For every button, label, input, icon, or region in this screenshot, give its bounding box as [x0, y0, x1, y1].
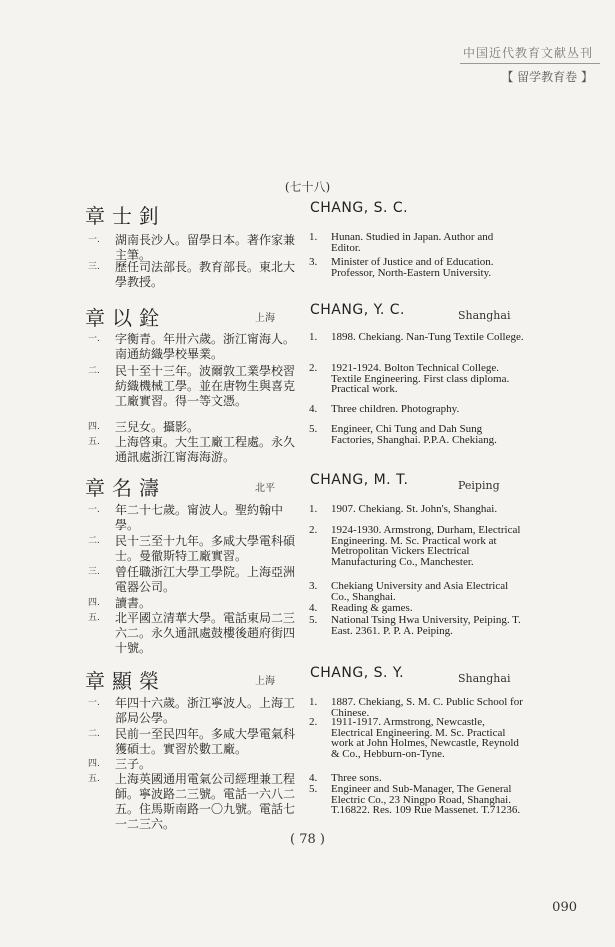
item-text: 字衡青。年卅六歲。浙江甯海人。南通紡織學校畢業。 [115, 332, 296, 361]
chinese-item [88, 364, 303, 409]
section-number: (七十八) [284, 180, 331, 194]
item-text: Three sons. [331, 772, 382, 784]
chinese-item [88, 611, 303, 656]
chinese-item [88, 420, 303, 435]
chinese-place: 北平 [255, 483, 275, 494]
english-item [309, 717, 525, 759]
item-text: 1924-1930. Armstrong, Durham, Electrical Engineering. M. Sc. Practical work at Metropolitan Vickers Electrical Manufacturing Co., Manchester. [331, 524, 521, 568]
chinese-item [88, 596, 303, 611]
chinese-name: 章以銓 [85, 306, 166, 330]
item-text: 讀書。 [115, 596, 152, 610]
chinese-place: 上海 [255, 313, 275, 324]
item-text: 1898. Chekiang. Nan-Tung Textile College. [331, 331, 524, 343]
item-number: 四. [88, 422, 100, 432]
english-item [309, 363, 525, 395]
chinese-item [88, 565, 303, 595]
english-place: Peiping [458, 479, 500, 492]
item-number: 4. [309, 602, 318, 614]
item-number: 一. [88, 334, 100, 344]
english-item [309, 232, 525, 253]
item-number: 4. [309, 403, 318, 415]
item-text: 1907. Chekiang. St. John's, Shanghai. [331, 503, 498, 515]
item-text: Chekiang University and Asia Electrical Co., Shanghai. [331, 580, 509, 603]
chinese-item [88, 772, 303, 832]
chinese-name: 章顯榮 [85, 669, 166, 693]
item-text: 民前一至民四年。多咸大學電氣科獲碩士。實習於數工廠。 [115, 727, 296, 756]
item-number: 5. [309, 614, 318, 626]
item-number: 2. [309, 524, 318, 536]
chinese-item [88, 435, 303, 465]
english-item [309, 784, 525, 816]
english-item [309, 615, 525, 636]
item-number: 2. [309, 716, 318, 728]
item-text: Engineer, Chi Tung and Dah Sung Factories, Shanghai. P.P.A. Chekiang. [331, 423, 497, 446]
item-text: 北平國立清華大學。電話東局二三六二。永久通訊處鼓樓後趙府街四十號。 [115, 611, 296, 655]
volume-label: 【 留学教育卷 】 [501, 70, 593, 84]
item-number: 五. [88, 613, 100, 623]
item-number: 一. [88, 235, 100, 245]
item-text: 湖南長沙人。留學日本。著作家兼主筆。 [115, 233, 296, 262]
english-name: CHANG, S. Y. [310, 665, 405, 681]
english-item [309, 257, 525, 278]
item-text: 1887. Chekiang, S. M. C. Public School for Chinese. [331, 696, 523, 719]
chinese-item [88, 503, 303, 533]
item-number: 3. [309, 256, 318, 268]
item-number: 三. [88, 262, 100, 272]
chinese-name: 章士釗 [85, 204, 166, 228]
english-name: CHANG, M. T. [310, 472, 409, 488]
english-item [309, 603, 525, 614]
item-text: 曾任職浙江大學工學院。上海亞洲電器公司。 [115, 565, 296, 594]
item-text: 民十至十三年。波爾敦工業學校習紡織機械工學。並在唐物生與喜克工廠實習。得一等文憑。 [115, 364, 296, 408]
item-number: 二. [88, 366, 100, 376]
item-text: 上海啓東。大生工廠工程處。永久通訊處浙江甯海海游。 [115, 435, 296, 464]
item-text: 三子。 [115, 757, 152, 771]
item-number: 1. [309, 331, 318, 343]
english-item [309, 525, 525, 567]
chinese-item [88, 233, 303, 263]
chinese-place: 上海 [255, 676, 275, 687]
english-item [309, 773, 525, 784]
item-text: 1921-1924. Bolton Technical College. Textile Engineering. First class diploma. Practical work. [331, 362, 510, 395]
english-item [309, 424, 525, 445]
item-number: 五. [88, 774, 100, 784]
english-item [309, 404, 525, 415]
item-number: 3. [309, 580, 318, 592]
item-number: 五. [88, 437, 100, 447]
item-text: Engineer and Sub-Manager, The General Electric Co., 23 Ningpo Road, Shanghai. T.16822. Res. 109 Rue Massenet. T.71236. [331, 783, 521, 816]
item-text: 1911-1917. Armstrong, Newcastle, Electrical Engineering. M. Sc. Practical work at John Holmes, Newcastle, Reynold & Co., Hebburn-on-Tyne. [331, 716, 519, 760]
item-number: 4. [309, 772, 318, 784]
series-title: 中国近代教育文献丛刊 [462, 46, 593, 60]
chinese-name: 章名濤 [85, 476, 166, 500]
english-name: CHANG, Y. C. [310, 302, 405, 318]
english-item [309, 332, 525, 343]
chinese-item [88, 696, 303, 726]
item-number: 四. [88, 759, 100, 769]
english-item [309, 504, 525, 515]
english-item [309, 581, 525, 602]
item-number: 二. [88, 729, 100, 739]
item-text: 三兒女。攝影。 [115, 420, 200, 434]
item-number: 5. [309, 423, 318, 435]
item-text: Hunan. Studied in Japan. Author and Editor. [331, 231, 494, 254]
item-text: Minister of Justice and of Education. Professor, North-Eastern University. [331, 256, 494, 279]
item-number: 三. [88, 567, 100, 577]
item-text: 年二十七歲。甯波人。聖約翰中學。 [115, 503, 284, 532]
english-place: Shanghai [458, 309, 511, 322]
page-number: ( 78 ) [290, 832, 325, 847]
item-text: Three children. Photography. [331, 403, 460, 415]
item-number: 1. [309, 696, 318, 708]
item-number: 2. [309, 362, 318, 374]
item-text: 年四十六歲。浙江寧波人。上海工部局公學。 [115, 696, 296, 725]
chinese-item [88, 727, 303, 757]
item-text: Reading & games. [331, 602, 413, 614]
english-name: CHANG, S. C. [310, 200, 409, 216]
item-number: 一. [88, 505, 100, 515]
item-number: 1. [309, 231, 318, 243]
chinese-item [88, 757, 303, 772]
item-text: 歷任司法部長。教育部長。東北大學教授。 [115, 260, 296, 289]
item-number: 一. [88, 698, 100, 708]
item-number: 二. [88, 536, 100, 546]
item-text: 民十三至十九年。多咸大學電科碩士。曼徹斯特工廠實習。 [115, 534, 296, 563]
item-number: 5. [309, 783, 318, 795]
header-rule [460, 63, 600, 64]
folio-number: 090 [552, 900, 577, 915]
item-text: 上海英國通用電氣公司經理兼工程師。寧波路二三號。電話一六八二五。住馬斯南路一〇九號。電話七一二三六。 [115, 772, 296, 831]
item-text: National Tsing Hwa University, Peiping. T. East. 2361. P. P. A. Peiping. [331, 614, 521, 637]
chinese-item [88, 260, 303, 290]
english-place: Shanghai [458, 672, 511, 685]
chinese-item [88, 534, 303, 564]
item-number: 1. [309, 503, 318, 515]
english-item [309, 697, 525, 718]
item-number: 四. [88, 598, 100, 608]
chinese-item [88, 332, 303, 362]
